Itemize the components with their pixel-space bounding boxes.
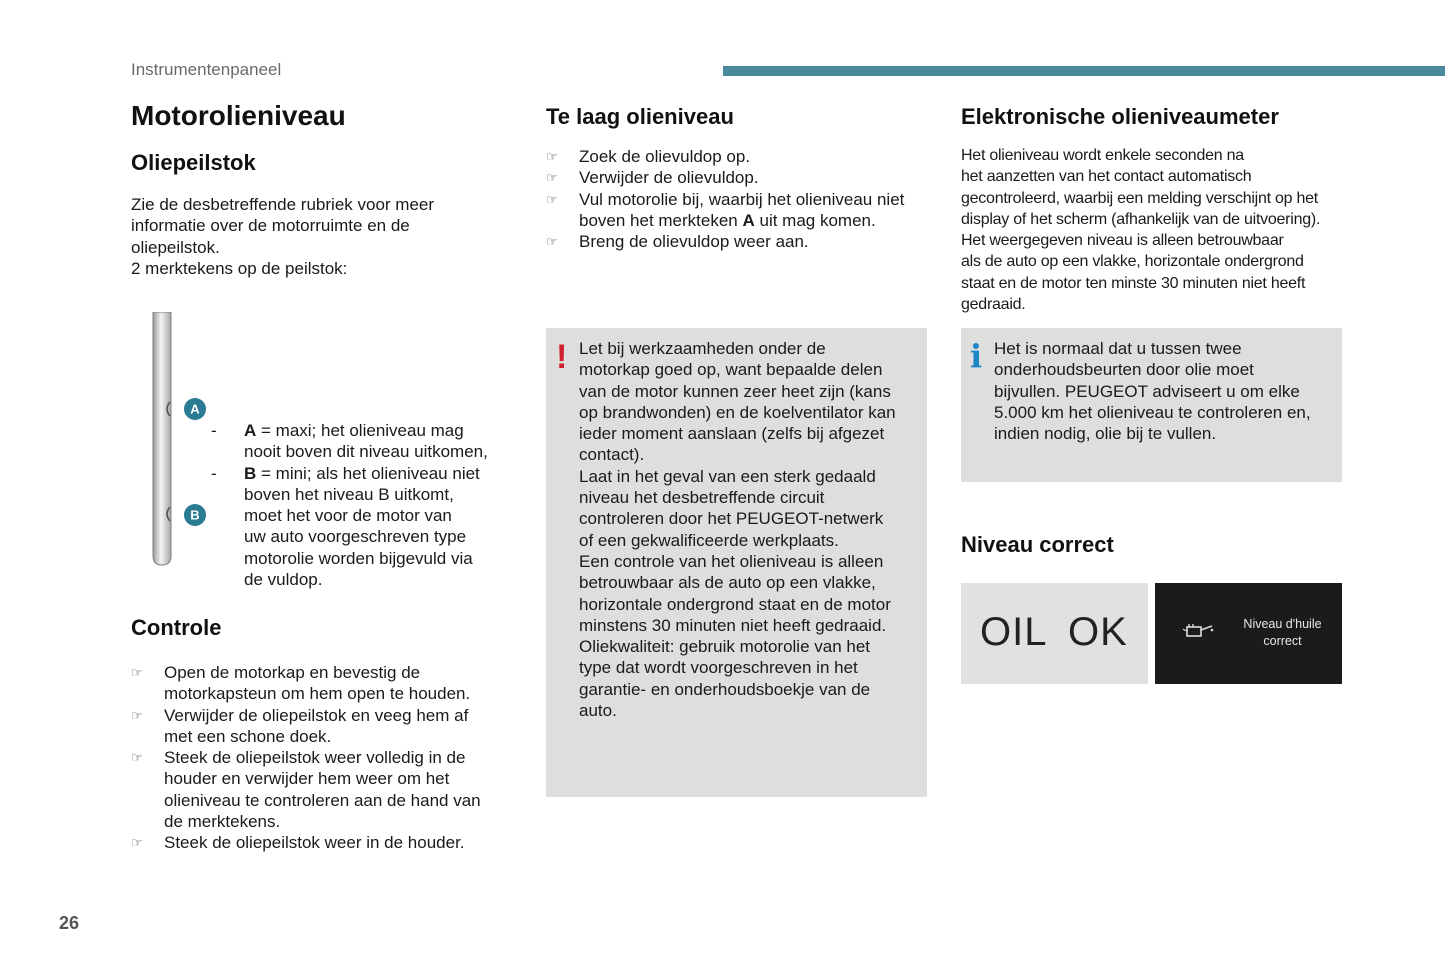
list-item [546,231,931,252]
low-level-heading: Te laag olieniveau [546,104,734,129]
pointing-hand-icon: ☞ [131,707,143,723]
text-line: uw auto voorgeschreven type [244,527,467,547]
mark-key: A [742,210,755,230]
low-level-steps [546,146,931,252]
text-line: Open de motorkap en bevestig de [164,663,421,682]
text-line: controleren door het PEUGEOT-netwerk [579,509,884,529]
check-heading: Controle [131,615,222,640]
text-line: motorolie worden bijgevuld via [244,548,473,568]
warning-icon: ! [556,338,568,376]
check-steps [131,662,516,854]
pointing-hand-icon: ☞ [546,170,558,186]
text-line: contact). [579,445,645,465]
dipstick-blade [153,312,171,565]
page-number: 26 [59,913,80,933]
text-line: moet het voor de motor van [244,506,452,526]
oil-ok-display [961,583,1148,684]
dash: - [211,421,217,440]
text-line: Niveau d'huile [1243,617,1322,631]
text-line: auto. [579,701,617,721]
mark-key: B [244,463,257,483]
list-item [131,705,516,748]
list-item [131,832,516,853]
pointing-hand-icon: ☞ [546,234,558,250]
text-line: olieniveau te controleren aan de hand van [164,790,481,810]
text-part: uit mag komen. [754,210,876,230]
text-line: Zoek de olievuldop op. [579,147,751,166]
list-item [211,463,511,591]
list-item [131,747,516,832]
marker-b-icon [183,503,207,527]
dipstick-intro [131,194,511,279]
oil-level-message [1225,616,1340,650]
text-line: indien nodig, olie bij te vullen. [994,424,1217,444]
electronic-meter-text [961,145,1356,315]
text-line: Let bij werkzaamheden onder de [579,339,826,358]
text-line: gecontroleerd, waarbij een melding verschijnt op het [961,189,1318,207]
text-line: Een controle van het olieniveau is alleen [579,551,884,571]
text-line: als de auto op een vlakke, horizontale ondergrond [961,253,1304,271]
oil-can-icon [1181,621,1215,641]
text-line: houder en verwijder hem weer om het [164,769,450,789]
text-line: Verwijder de olievuldop. [579,168,759,188]
text-line: het aanzetten van het contact automatisch [961,168,1252,186]
info-text [994,338,1339,444]
dipstick-heading: Oliepeilstok [131,150,256,175]
text-line: Het olieniveau wordt enkele seconden na [961,147,1244,164]
electronic-meter-heading: Elektronische olieniveaumeter [961,104,1279,129]
text-line: Breng de olievuldop weer aan. [579,232,809,252]
text-line: Het is normaal dat u tussen twee [994,339,1242,358]
page-title: Motorolieniveau [131,100,346,131]
pointing-hand-icon: ☞ [546,149,558,164]
text-line: type dat wordt voorgeschreven in het [579,658,858,678]
oil-level-screen [1155,583,1342,684]
text-line: de merktekens. [164,812,281,832]
text-line: motorkapsteun om hem open te houden. [164,684,471,704]
dipstick-illustration [140,312,220,570]
text-line: Oliekwaliteit: gebruik motorolie van het [579,637,871,657]
ok-word: OK [1068,610,1128,654]
text-line: van de motor kunnen zeer heet zijn (kans [579,381,891,401]
text-line: boven het niveau B uitkomt, [244,484,454,504]
text-line: nooit boven dit niveau uitkomen, [244,442,488,462]
text-line: ieder moment aanslaan (zelfs bij afgezet [579,424,885,444]
oil-word: OIL [980,610,1048,654]
marker-b-letter: B [190,507,200,523]
text-line: 5.000 km het olieniveau te controleren en, [994,402,1311,422]
pointing-hand-icon: ☞ [131,750,143,766]
info-icon: i [970,337,983,375]
correct-level-heading: Niveau correct [961,532,1114,557]
marker-a-icon [183,397,207,421]
list-item [546,167,931,188]
text-line: horizontale ondergrond staat en de motor [579,594,891,614]
marker-a-letter: A [190,401,200,417]
mark-text: = maxi; het olieniveau mag [256,421,464,440]
marks-list [211,420,511,590]
text-line: display of het scherm (afhankelijk van de uitvoering). [961,210,1321,228]
text-line: minstens 30 minuten niet heeft gedraaid. [579,615,887,635]
text-line: of een gekwalificeerde werkplaats. [579,530,839,550]
dash: - [211,463,217,483]
list-item [546,189,931,232]
list-item [131,662,516,705]
header-accent-bar [723,66,1445,76]
text-line: Het weergegeven niveau is alleen betrouwbaar [961,232,1284,250]
text-line: niveau het desbetreffende circuit [579,488,825,508]
text-part: boven het merkteken [579,210,743,230]
text-line: Zie de desbetreffende rubriek voor meer [131,195,435,214]
warning-text [579,338,924,721]
pointing-hand-icon: ☞ [546,191,558,207]
list-item [546,146,931,167]
pointing-hand-icon: ☞ [131,835,143,851]
mark-key: A [244,421,257,440]
text-line: 2 merktekens op de peilstok: [131,258,348,278]
text-line: Steek de oliepeilstok weer volledig in de [164,748,466,768]
text-line: op brandwonden) en de koelventilator kan [579,402,896,422]
pointing-hand-icon: ☞ [131,665,143,680]
text-line: correct [1263,634,1302,648]
text-line: betrouwbaar als de auto op een vlakke, [579,573,876,593]
text-line: de vuldop. [244,570,323,590]
text-line: Verwijder de oliepeilstok en veeg hem af [164,705,469,725]
text-line: bijvullen. PEUGEOT adviseert u om elke [994,381,1300,401]
mark-text: = mini; als het olieniveau niet [256,463,480,483]
text-line: onderhoudsbeurten door olie moet [994,360,1254,380]
section-label: Instrumentenpaneel [131,60,282,79]
list-item [211,420,511,463]
text-line: met een schone doek. [164,726,332,746]
text-line: garantie- en onderhoudsboekje van de [579,679,871,699]
text-line: staat en de motor ten minste 30 minuten niet heeft [961,274,1306,292]
text-line: Laat in het geval van een sterk gedaald [579,466,876,486]
text-line: oliepeilstok. [131,237,220,257]
text-line: Steek de oliepeilstok weer in de houder. [164,833,465,853]
text-line: Vul motorolie bij, waarbij het olieniveau niet [579,189,905,209]
text-line: gedraaid. [961,296,1026,314]
text-line: motorkap goed op, want bepaalde delen [579,360,883,380]
text-line: informatie over de motorruimte en de [131,216,410,236]
